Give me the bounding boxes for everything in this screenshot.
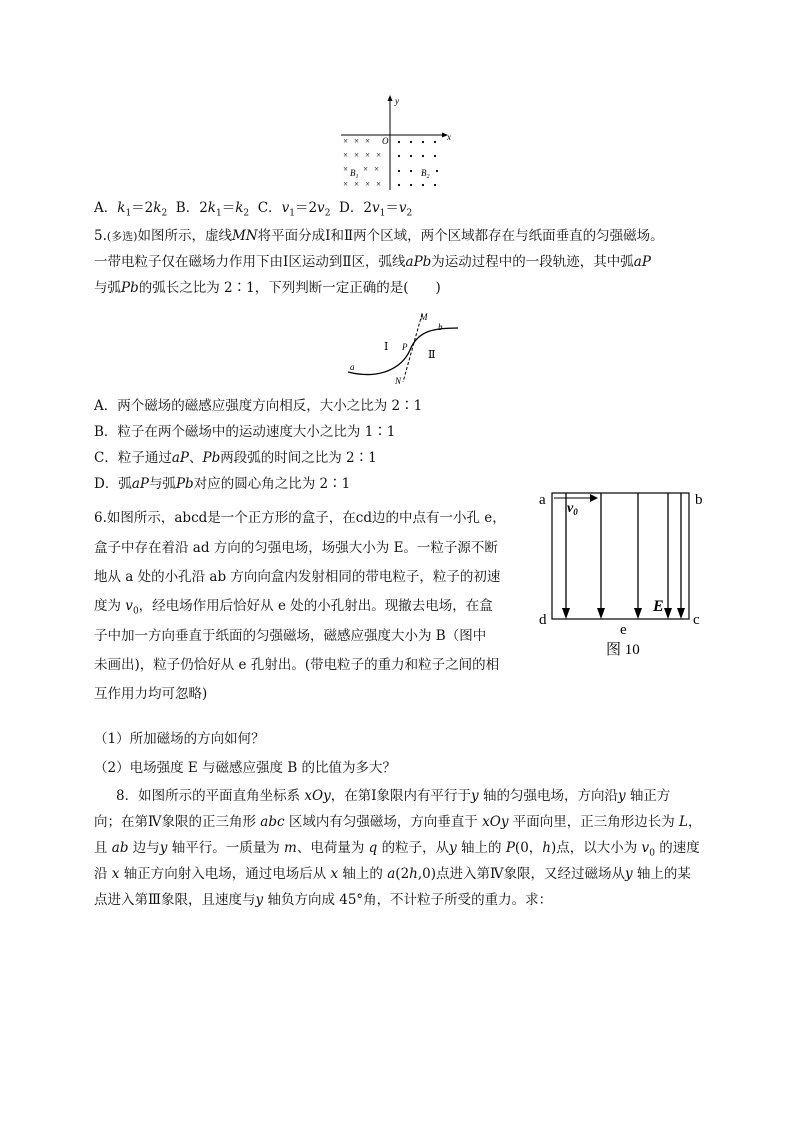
cross-marks: [343, 136, 381, 189]
svg-text:×: ×: [363, 164, 369, 174]
q5-line-3: 与弧Pb的弧长之比为 2∶1，下列判断一定正确的是( ): [94, 280, 441, 296]
x-axis-label: x: [447, 132, 451, 142]
q6-subquestion-2: （2）电场强度 E 与磁感应强度 B 的比值为多大？: [94, 760, 397, 776]
q5-option-c: C．粒子通过aP、Pb两段弧的时间之比为 2∶1: [94, 450, 377, 466]
svg-text:×: ×: [376, 150, 382, 160]
figure-caption: 图 10: [606, 642, 640, 658]
b2-subscript: 2: [426, 174, 430, 180]
q5-option-b: B．粒子在两个磁场中的运动速度大小之比为 1∶1: [94, 424, 396, 440]
svg-text:×: ×: [365, 179, 371, 189]
hole-e: e: [620, 622, 627, 638]
velocity-label: v: [567, 501, 574, 516]
q6-line-5: 子中加一方向垂直于纸面的匀强磁场，磁感应强度大小为 B（图中: [94, 628, 487, 644]
q8-line-2: 向；在第Ⅳ象限的正三角形 abc 区域内有匀强磁场，方向垂直于 xOy 平面向里，正三角形边长为 L，: [94, 814, 702, 830]
svg-text:×: ×: [376, 179, 382, 189]
svg-text:×: ×: [354, 150, 360, 160]
q5-line-2: 一带电粒子仅在磁场力作用下由Ⅰ区运动到Ⅱ区，弧线aPb为运动过程中的一段轨迹，其中弧aP: [94, 254, 651, 270]
svg-text:×: ×: [343, 164, 349, 174]
q5-line-1: 5.(多选)如图所示，虚线MN将平面分成Ⅰ和Ⅱ两个区域，两个区域都存在与纸面垂直的匀强磁场。: [94, 228, 664, 244]
svg-text:×: ×: [343, 150, 349, 160]
label-p: P: [402, 342, 408, 352]
label-m: M: [420, 312, 428, 322]
svg-text:×: ×: [354, 136, 360, 146]
q6-line-6: 未画出)，粒子仍恰好从 e 孔射出。(带电粒子的重力和粒子之间的相: [94, 657, 500, 673]
corner-a: a: [539, 492, 546, 508]
b1-subscript: 1: [355, 174, 359, 180]
field-lines: [566, 493, 681, 612]
b1-label: B: [350, 168, 356, 178]
svg-text:×: ×: [354, 179, 360, 189]
origin-label: O: [382, 136, 389, 146]
corner-d: d: [539, 612, 547, 628]
q6-line-4: 度为 $v_0$，经电场作用后恰好从 e 处的小孔射出。现撤去电场，在盒: [94, 598, 493, 617]
corner-b: b: [695, 492, 703, 508]
y-axis-label: y: [395, 96, 399, 106]
field-arrowheads: [562, 608, 685, 619]
dot-marks: [398, 141, 438, 186]
q6-subquestion-1: （1）所加磁场的方向如何？: [94, 731, 265, 747]
svg-text:B2: [421, 168, 430, 180]
svg-text:×: ×: [343, 179, 349, 189]
q5-option-d: D．弧aP与弧Pb对应的圆心角之比为 2∶1: [94, 476, 351, 492]
q6-line-7: 互作用力均可忽略): [94, 686, 208, 702]
q4-options: A．$k_1=2k_2$ B．$2k_1=k_2$ C．$v_1=2v_2$ D．$2v_1=v_2$: [94, 200, 413, 219]
field-e-label: E: [653, 598, 664, 615]
option-c-label: C．: [257, 200, 282, 216]
q5-trajectory-figure: [340, 310, 470, 388]
q8-line-3: 且 ab 边与y 轴平行。一质量为 m、电荷量为 q 的粒子，从y 轴上的 P(0，h)点，以大小为 $v_0$ 的速度: [94, 840, 700, 859]
corner-c: c: [693, 612, 700, 628]
svg-text:×: ×: [374, 164, 380, 174]
option-a-label: A．: [94, 200, 118, 216]
b2-label: B: [421, 168, 427, 178]
q6-line-3: 地从 a 处的小孔沿 ab 方向向盒内发射相同的带电粒子，粒子的初速: [94, 569, 501, 585]
svg-text:×: ×: [343, 136, 349, 146]
label-a: a: [350, 362, 355, 372]
option-d-label: D．: [339, 200, 364, 216]
option-b-label: B．: [175, 200, 200, 216]
label-n: N: [395, 376, 402, 386]
q6-line-2: 盒子中存在着沿 ad 方向的匀强电场，场强大小为 E。一粒子源不断: [94, 540, 498, 556]
q6-box-figure: [534, 484, 718, 662]
region-1-label: Ⅰ: [384, 341, 389, 353]
svg-text:×: ×: [365, 150, 371, 160]
label-b: b: [438, 322, 443, 332]
q8-line-4: 沿 x 轴正方向射入电场，通过电场后从 x 轴上的 a(2h,0)点进入第Ⅳ象限，又经过磁场从y 轴上的某: [94, 866, 691, 882]
velocity-subscript: 0: [573, 507, 578, 517]
q6-line-1: 6.如图所示，abcd是一个正方形的盒子，在cd边的中点有一小孔 e，: [94, 510, 506, 526]
svg-text:×: ×: [365, 136, 371, 146]
magnetic-field-figure: [335, 92, 455, 194]
q8-line-5: 点进入第Ⅲ象限，且速度与y 轴负方向成 45°角，不计粒子所受的重力。求：: [94, 892, 553, 908]
svg-text:v0: [567, 501, 578, 517]
q8-line-1: 8．如图所示的平面直角坐标系 xOy，在第Ⅰ象限内有平行于y 轴的匀强电场，方向沿y 轴正方: [116, 788, 671, 804]
q5-option-a: A．两个磁场的磁感应强度方向相反，大小之比为 2∶1: [94, 398, 423, 414]
region-2-label: Ⅱ: [428, 349, 436, 361]
